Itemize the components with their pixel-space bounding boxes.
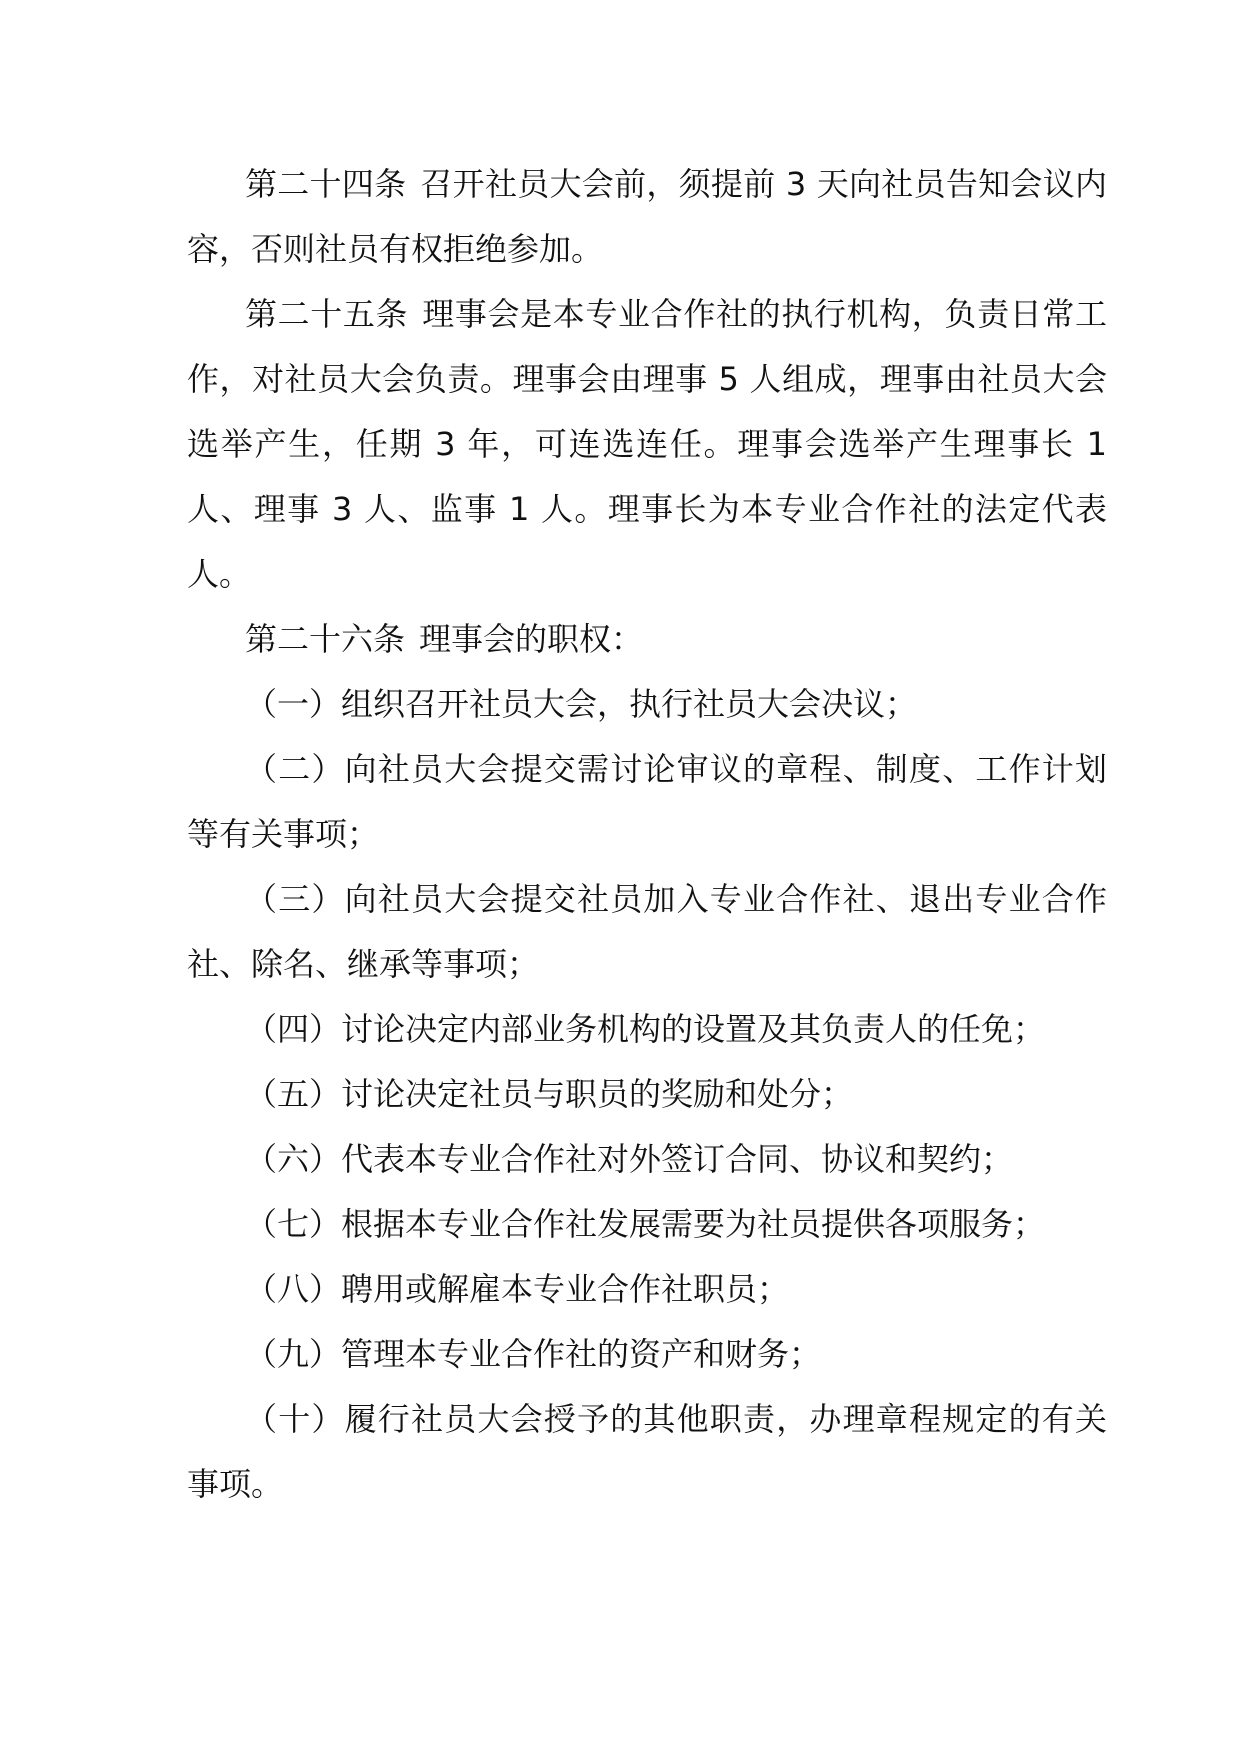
article-text: 理事会的职权：	[419, 620, 644, 658]
duty-item-10: （十）履行社员大会授予的其他职责，办理章程规定的有关事项。	[187, 1400, 1107, 1503]
duty-item-7: （七）根据本专业合作社发展需要为社员提供各项服务；	[245, 1205, 1046, 1243]
document-body	[187, 152, 1107, 1517]
duty-item-9: （九）管理本专业合作社的资产和财务；	[245, 1335, 822, 1373]
duty-item-2: （二）向社员大会提交需讨论审议的章程、制度、工作计划等有关事项；	[187, 750, 1107, 853]
duty-item-1: （一）组织召开社员大会，执行社员大会决议；	[245, 685, 918, 723]
article-26	[187, 607, 1107, 672]
duty-item-3: （三）向社员大会提交社员加入专业合作社、退出专业合作社、除名、继承等事项；	[187, 880, 1107, 983]
article-text: 理事会是本专业合作社的执行机构，负责日常工作，对社员大会负责。理事会由理事 5 人组成，理事由社员大会选举产生，任期 3 年，可连选连任。理事会选举产生理事长 1 人、理事 3 人、监事 1 人。理事长为本专业合作社的法定代表人。	[187, 295, 1107, 593]
article-text: 召开社员大会前，须提前 3 天向社员告知会议内容，否则社员有权拒绝参加。	[187, 165, 1107, 268]
article-heading: 第二十六条	[245, 620, 406, 658]
article-heading: 第二十四条	[245, 165, 407, 203]
article-24	[187, 152, 1107, 282]
article-25	[187, 282, 1107, 607]
duty-item-8: （八）聘用或解雇本专业合作社职员；	[245, 1270, 790, 1308]
duty-item-6: （六）代表本专业合作社对外签订合同、协议和契约；	[245, 1140, 1014, 1178]
article-heading: 第二十五条	[245, 295, 409, 333]
duty-item-5: （五）讨论决定社员与职员的奖励和处分；	[245, 1075, 854, 1113]
duty-item-4: （四）讨论决定内部业务机构的设置及其负责人的任免；	[245, 1010, 1046, 1048]
